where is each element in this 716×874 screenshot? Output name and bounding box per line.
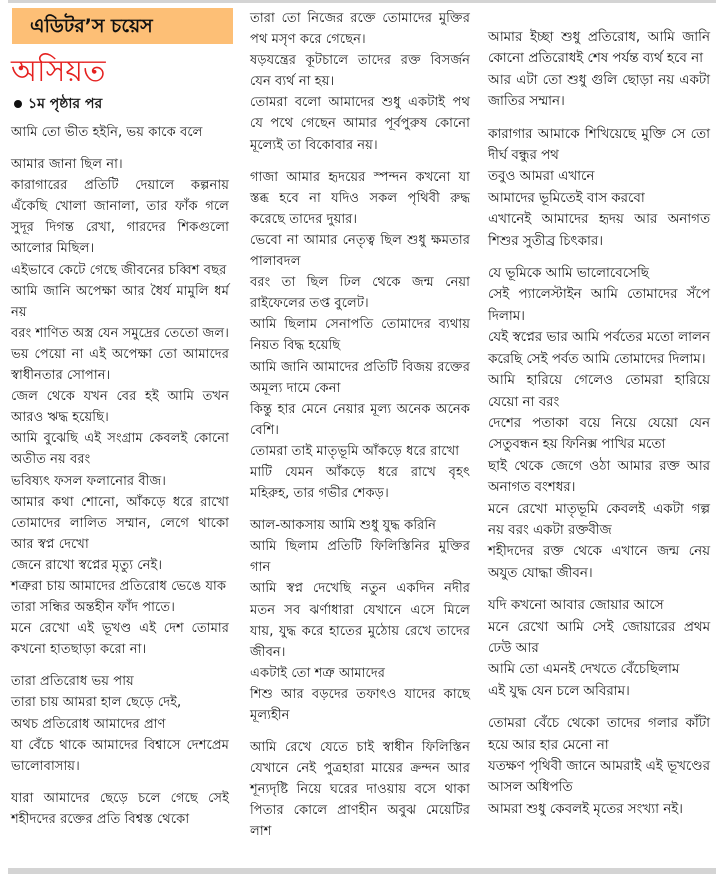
poem-line: মনে রেখো আমি সেই জোয়ারের প্রথম ঢেউ আর [488, 619, 710, 656]
poem-line: বরং তা ছিল ঢিল থেকে জন্ম নেয়া রাইফেলের তপ্ত বুলেট। [250, 275, 470, 312]
poem-line: আমি জানি অপেক্ষা আর ধৈর্য মামুলি ধর্ম নয় [11, 283, 229, 320]
poem-line: আমি বুঝেছি এই সংগ্রাম কেবলই কোনো অতীত নয় বরং [11, 431, 229, 468]
poem-line: এই যুদ্ধ যেন চলে অবিরাম। [488, 683, 630, 699]
poem-stanza [488, 713, 710, 820]
poem-line: তবুও আমরা এখানে [488, 169, 595, 185]
poem-line: আমাদের ভূমিতেই বাস করবো [488, 190, 645, 206]
poem-line: আমি ছিলাম সেনাপতি তোমাদের ব্যথায় নিয়ত বিদ্ধ হয়েছি [250, 317, 470, 354]
article-column-3 [488, 8, 710, 831]
poem-line: কারাগারের প্রতিটি দেয়ালে কল্পনায় এঁকেছি খোলা জানালা, তার ফাঁক গলে সুদূর দিগন্ত রেখা, গারদের শিকগুলো আলোর মিছিল। [11, 178, 229, 257]
poem-line: শিশু আর বড়দের তফাৎও যাদের কাছে মূল্যহীন [250, 686, 470, 723]
poem-line: জেনে রাখো স্বপ্নের মৃত্যু নেই। [11, 557, 163, 573]
poem-line: তারা সন্ধির অন্তহীন ফাঁদ পাতে। [11, 600, 175, 616]
poem-line: আমি স্বপ্ন দেখেছি নতুন একদিন নদীর মতন সব ঝর্ণাধারা যেখানে এসে মিলে যায়, যুদ্ধ করে হাতের মুঠোয় রেখে তাদের জীবন। [250, 581, 470, 660]
poem-line: সেই প্যালেস্টাইন আমি তোমাদের সঁপে দিলাম। [488, 287, 710, 324]
poem-stanza [11, 122, 229, 143]
poem-line: মনে রেখো মাতৃভূমি কেবলই একটা গল্প নয় বরং একটা রক্তবীজ [488, 501, 710, 538]
poem-line: শহীদদের রক্ত থেকে এখানে জন্ম নেয় অযুত যোদ্ধা জীবন। [488, 544, 710, 581]
poem-stanza [488, 595, 710, 702]
poem-line: দেশের পতাকা বয়ে নিয়ে যেয়ো যেন সেতুবন্ধন হয় ফিনিক্স পাখির মতো [488, 415, 710, 453]
continuation-line [11, 94, 229, 114]
poem-stanza [250, 167, 470, 505]
poem-stanza [250, 737, 470, 842]
poem-line: আর এটা তো শুধু গুলি ছোড়া নয় একটা জাতির সম্মান। [488, 72, 710, 110]
poem-line: আল-আকসায় আমি শুধু যুদ্ধ করিনি [250, 518, 437, 534]
top-rule [8, 0, 716, 3]
poem-line: যে ভূমিকে আমি ভালোবেসেছি [488, 266, 649, 282]
poem-line: ভবিষ্যৎ ফসল ফলানোর বীজ। [11, 473, 166, 489]
continuation-text: ১ম পৃষ্ঠার পর [28, 96, 103, 112]
poem-line: আমি জানি আমাদের প্রতিটি বিজয় রক্তের অমূল্য দামে কেনা [250, 359, 470, 396]
poem-stanza [488, 124, 710, 252]
poem-line: গাজা আমার হৃদয়ের স্পন্দন কখনো যা স্তব্ধ হবে না যদিও সকল পৃথিবী রুদ্ধ করেছে তাদের দুয়ার। [250, 169, 470, 227]
poem-stanza [488, 27, 710, 113]
poem-line: আমি তো এমনই দেখতে বেঁচেছিলাম [488, 662, 680, 678]
poem-line: এইভাবে কেটে গেছে জীবনের চব্বিশ বছর [11, 262, 227, 278]
poem-line: আমার ইচ্ছা শুধু প্রতিরোধ, আমি জানি কোনো প্রতিরোধই শেষ পর্যন্ত ব্যর্থ হবে না [488, 30, 710, 67]
poem-line: এখানেই আমাদের হৃদয় আর অনাগত শিশুর সুতীব্র চিৎকার। [488, 212, 710, 249]
article-column-1 [11, 8, 229, 841]
section-kicker: এডিটর’স চয়েস [12, 8, 233, 44]
article-column-2 [250, 8, 470, 854]
poem-stanza [488, 263, 710, 584]
poem-stanza [250, 8, 470, 156]
poem-line: যারা আমাদের ছেড়ে চলে গেছে সেই শহীদদের রক্তের প্রতি বিশ্বস্ত থেকো [11, 790, 229, 827]
poem-line: আমি তো ভীত হইনি, ভয় কাকে বলে [11, 125, 203, 140]
poem-line: আমি ছিলাম প্রতিটি ফিলিস্তিনির মুক্তির গান [250, 539, 470, 576]
poem-stanza [11, 154, 229, 660]
poem-line: আমার কথা শোনো, আঁকড়ে ধরে রাখো তোমাদের লালিত সম্মান, লেগে থাকো আর স্বপ্ন দেখো [11, 494, 229, 552]
poem-line: যা বেঁচে থাকে আমাদের বিশ্বাসে দেশপ্রেম ভালোবাসায়। [11, 737, 229, 774]
article-title: অসিয়ত [11, 54, 106, 89]
poem-line: ভয় পেয়ো না এই অপেক্ষা তো আমাদের স্বাধীনতার সোপান। [11, 346, 229, 384]
poem-line: কিন্তু হার মেনে নেয়ার মূল্য অনেক অনেক বেশি। [250, 401, 470, 438]
poem-line: আমরা শুধু কেবলই মৃতের সংখ্যা নই। [488, 801, 683, 817]
poem-line: ছাই থেকে জেগে ওঠা আমার রক্ত আর অনাগত বংশধর। [488, 458, 710, 496]
poem-line: তারা চায় আমরা হাল ছেড়ে দেই, [11, 695, 182, 711]
poem-line: তোমরা তাই মাতৃভূমি আঁকড়ে ধরে রাখো [250, 443, 460, 459]
poem-line: শত্রুরা চায় আমাদের প্রতিরোধ ভেঙে যাক [11, 578, 227, 594]
poem-line: ভেবো না আমার নেতৃত্ব ছিল শুধু ক্ষমতার পালাবদল [250, 232, 470, 270]
poem-line: তারা তো নিজের রক্তে তোমাদের মুক্তির পথ মসৃণ করে গেছেন। [250, 11, 470, 48]
poem-line: যদি কখনো আবার জোয়ার আসে [488, 598, 664, 614]
poem-line: ষড়যন্ত্রের কূটচালে তাদের রক্ত বিসর্জন যেন ব্যর্থ না হয়। [250, 53, 470, 90]
poem-line: মনে রেখো এই ভূখণ্ড এই দেশ তোমার কখনো হাতছাড়া করো না। [11, 621, 229, 658]
bullet-icon [14, 100, 22, 108]
poem-line: অথচ প্রতিরোধ আমাদের প্রাণ [11, 716, 166, 732]
poem-line: মাটি যেমন আঁকড়ে ধরে রাখে বৃহৎ মহিরুহ, তার গভীর শেকড়। [250, 464, 470, 502]
poem-line: আমি রেখে যেতে চাই স্বাধীন ফিলিস্তিন যেখানে নেই পুত্রহারা মায়ের ক্রন্দন আর শূন্যদৃষ্টি নিয়ে ঘরের দাওয়ায় বসে থাকা পিতার কোলে প্রাণহীন অবুঝ মেয়েটির লাশ [250, 740, 470, 840]
poem-line: তোমরা বেঁচে থেকো তাদের গলার কাঁটা হয়ে আর হার মেনো না [488, 716, 710, 753]
poem-stanza [250, 515, 470, 726]
poem-line: একটাই তো শত্রু আমাদের [250, 665, 386, 681]
poem-line: তোমরা বলো আমাদের শুধু একটাই পথ যে পথে গেছেন আমার পূর্বপুরুষ কোনো মূল্যেই তা বিকোবার নয়। [250, 95, 470, 153]
poem-line: কারাগার আমাকে শিখিয়েছে মুক্তি সে তো দীর্ঘ বন্ধুর পথ [488, 126, 710, 164]
poem-stanza [11, 671, 229, 776]
poem-line: তারা প্রতিরোধ ভয় পায় [11, 674, 134, 690]
poem-line: আমি হারিয়ে গেলেও তোমরা হারিয়ে যেয়ো না বরং [488, 373, 710, 410]
poem-line: যেই স্বপ্নের ভার আমি পর্বতের মতো লালন করেছি সেই পর্বত আমি তোমাদের দিলাম। [488, 330, 710, 367]
bottom-rule [8, 868, 716, 874]
poem-stanza [11, 788, 229, 830]
poem-line: যতক্ষণ পৃথিবী জানে আমরাই এই ভূখণ্ডের আসল অধিপতি [488, 759, 710, 796]
poem-line: বরং শাণিত অস্ত্র যেন সমুদ্রের তেতো জল। [11, 325, 229, 341]
poem-line: আমার জানা ছিল না। [11, 157, 123, 173]
poem-line: জেল থেকে যখন বের হই আমি তখন আরও ঋদ্ধ হয়েছি। [11, 389, 229, 426]
